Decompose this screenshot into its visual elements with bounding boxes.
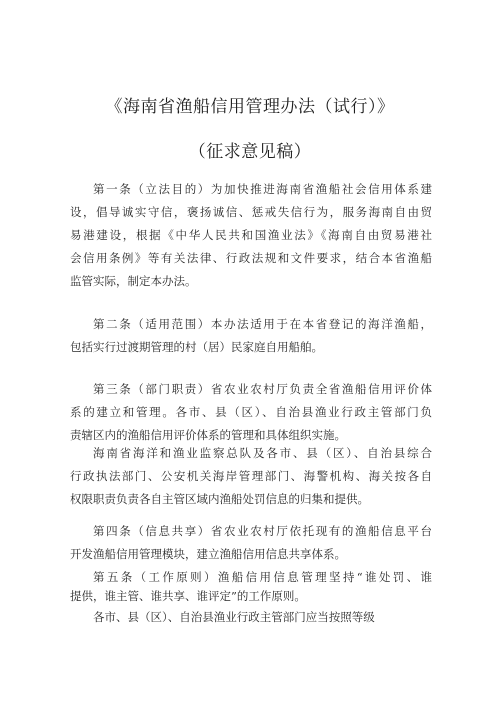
paragraph-article-3-continued xyxy=(70,442,432,511)
paragraph-article-5 xyxy=(70,568,432,606)
paragraph-line: 易港建设，根据《中华人民共和国渔业法》《海南自由贸易港社 xyxy=(70,228,432,242)
document-title: 《海南省渔船信用管理办法（试行）》 xyxy=(105,97,395,117)
paragraph-line: 监管实际，制定本办法。 xyxy=(70,274,197,288)
paragraph-line: 系的建立和管理。各市、县（区）、自治县渔业行政主管部门负 xyxy=(70,405,432,419)
paragraph-line: 责辖区内的渔船信用评价体系的管理和具体组织实施。 xyxy=(70,428,346,442)
paragraph-article-2 xyxy=(70,313,432,359)
paragraph-line: 权限职责负责各自主管区域内渔船处罚信息的归集和提供。 xyxy=(70,492,369,506)
paragraph-line: 提供，谁主管、谁共享、谁评定”的工作原则。 xyxy=(70,589,306,603)
paragraph-line: 设，倡导诚实守信，褒扬诚信、惩戒失信行为，服务海南自由贸 xyxy=(70,205,432,219)
paragraph-article-5-continued xyxy=(70,606,432,629)
paragraph-line: 第五条（工作原则）渔船信用信息管理坚持“谁处罚、谁 xyxy=(93,570,432,584)
paragraph-line: 会信用条例》等有关法律、行政法规和文件要求，结合本省渔船 xyxy=(70,251,432,265)
paragraph-line: 第二条（适用范围）本办法适用于在本省登记的海洋渔船， xyxy=(93,317,432,331)
paragraph-line: 开发渔船信用管理模块，建立渔船信用信息共享体系。 xyxy=(70,547,346,561)
document-subtitle: （征求意见稿） xyxy=(188,142,312,162)
paragraph-line: 行政执法部门、公安机关海岸管理部门、海警机构、海关按各自 xyxy=(70,469,432,483)
paragraph-article-1 xyxy=(70,178,432,293)
paragraph-line: 包括实行过渡期管理的村（居）民家庭自用船舶。 xyxy=(70,340,323,354)
paragraph-line: 第一条（立法目的）为加快推进海南省渔船社会信用体系建 xyxy=(93,182,432,196)
paragraph-article-3 xyxy=(70,378,432,447)
paragraph-line: 各市、县（区）、自治县渔业行政主管部门应当按照等级 xyxy=(93,610,375,624)
paragraph-line: 第三条（部门职责）省农业农村厅负责全省渔船信用评价体 xyxy=(93,382,432,396)
paragraph-line: 第四条（信息共享）省农业农村厅依托现有的渔船信息平台 xyxy=(93,524,432,538)
paragraph-line: 海南省海洋和渔业监察总队及各市、县（区）、自治县综合 xyxy=(93,446,432,460)
paragraph-article-4 xyxy=(70,520,432,566)
